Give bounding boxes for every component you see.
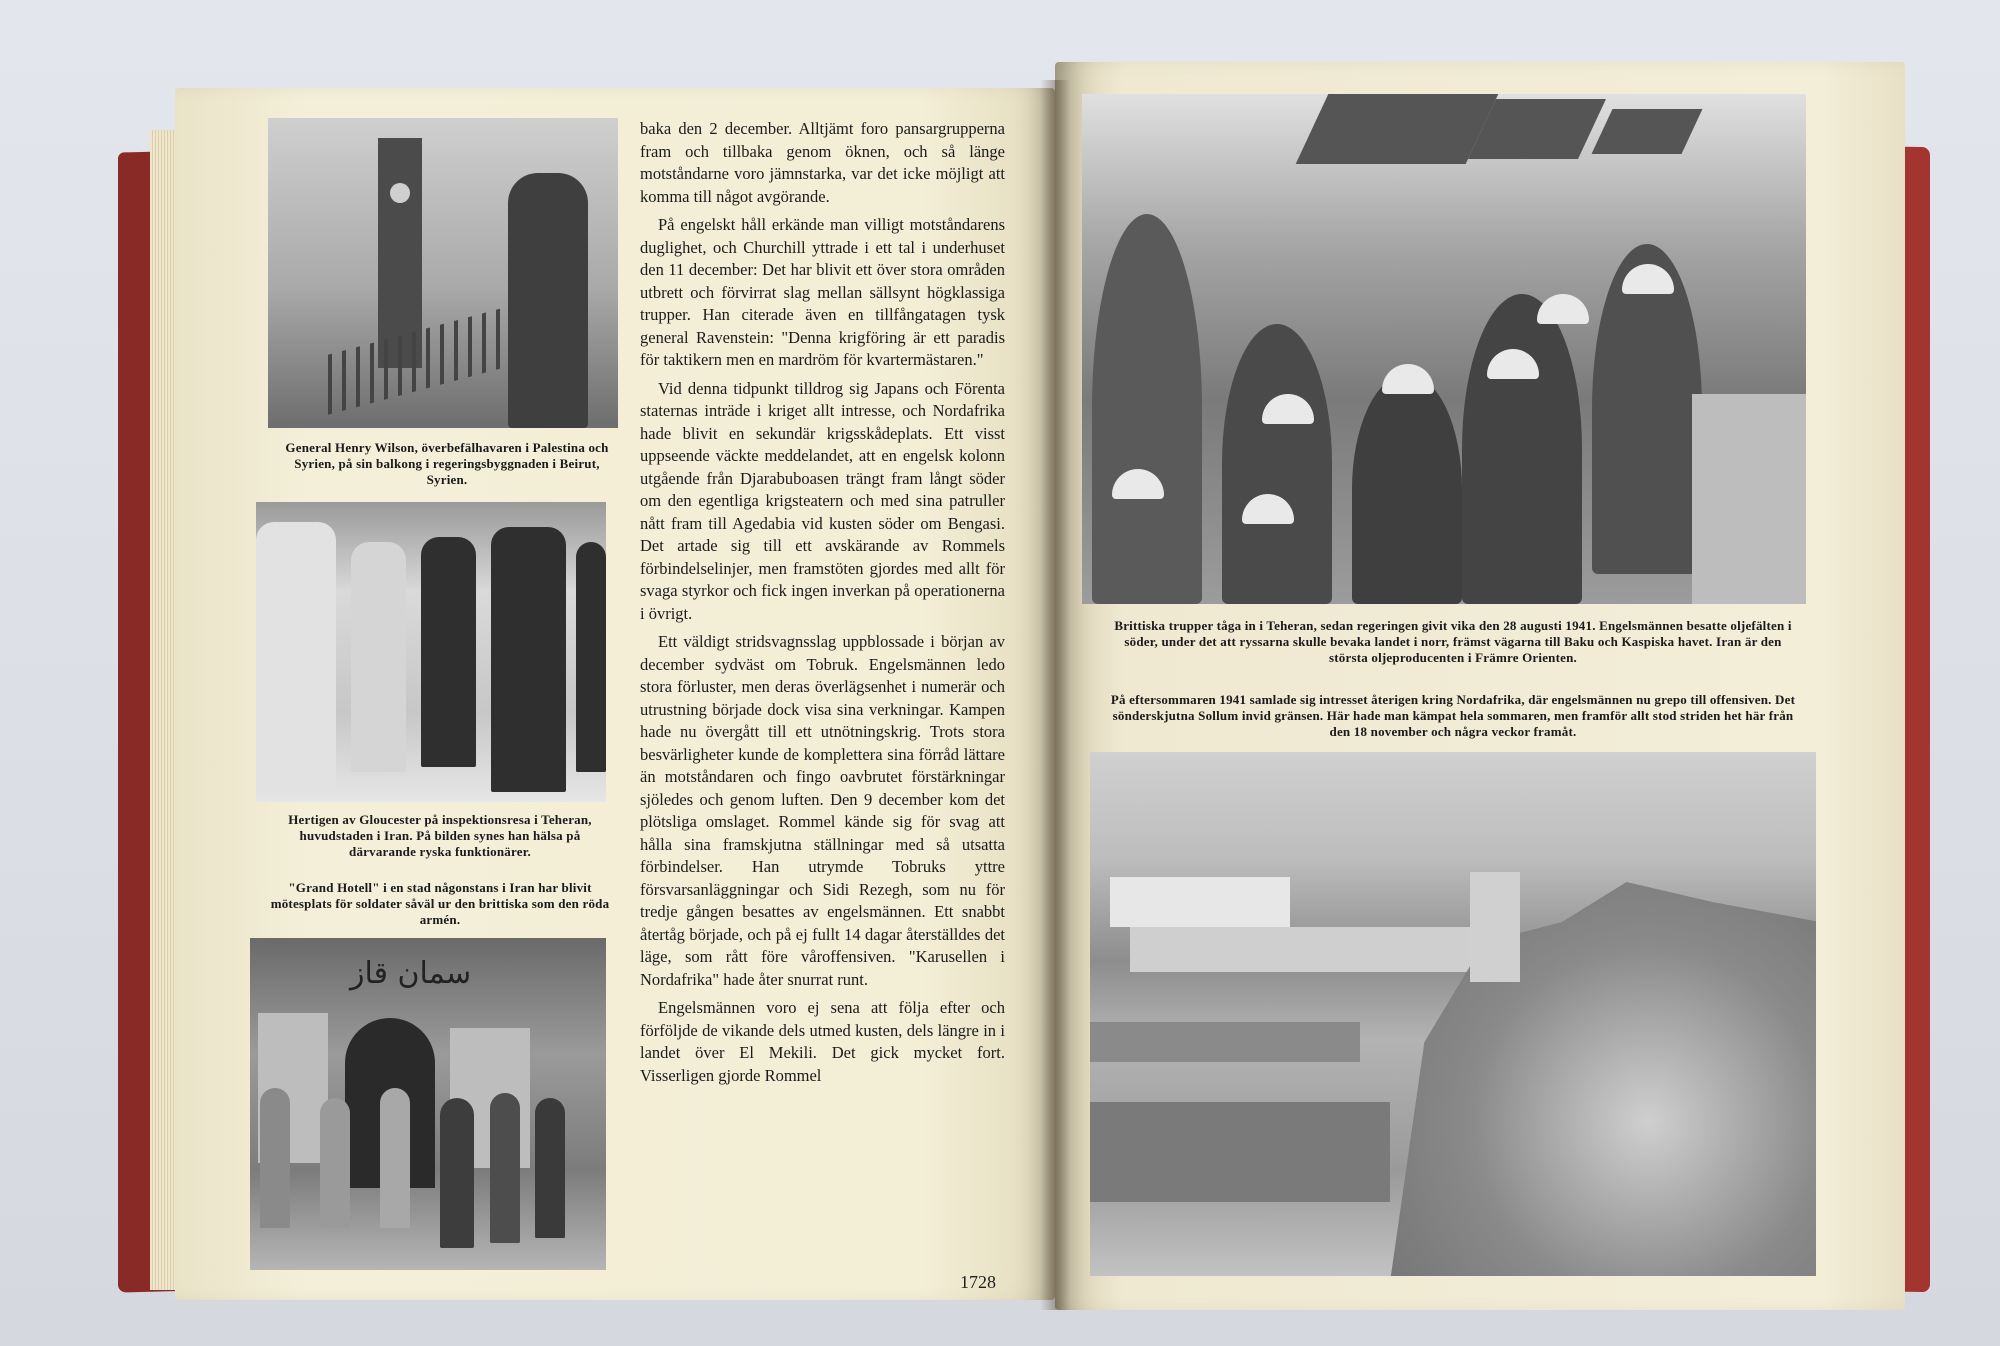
street-wall: [1692, 394, 1806, 604]
figure-officer: [351, 542, 406, 772]
soldier-2: [320, 1098, 350, 1228]
page-number: 1728: [960, 1272, 996, 1292]
body-paragraph: Engelsmännen voro ej sena att följa efter och förföljde de vikande dels utmed kusten, dels längre in i landet över El Mekili. Det gick mycket fort. Visserligen gjorde Rommel: [640, 998, 1005, 1085]
photo-duke-gloucester: [256, 502, 606, 802]
distant-building: [1110, 877, 1290, 927]
general-figure: [508, 173, 588, 428]
balcony-railing: [328, 301, 528, 415]
body-paragraph: baka den 2 december. Alltjämt foro pansargrupperna fram och tillbaka genom öknen, och så länge motståndarne voro jämnstarka, var det icke möjligt att komma till något avgörande.: [640, 119, 1005, 206]
soldier-1: [260, 1088, 290, 1228]
low-wall: [1090, 1102, 1390, 1202]
caption-gloucester: Hertigen av Gloucester på inspektionsresa i Teheran, huvudstaden i Iran. På bilden synes han hälsa på därvarande ryska funktionärer.: [288, 812, 592, 859]
caption-grand-hotell: "Grand Hotell" i en stad någonstans i Iran har blivit mötesplats för soldater såväl ur den brittiska som den röda armén.: [270, 880, 610, 927]
figure-dark-coat: [491, 527, 566, 792]
long-building: [1130, 927, 1490, 972]
figure-white-uniform: [256, 522, 336, 792]
stone-wall: [1090, 1022, 1360, 1062]
caption-sollum: På eftersommaren 1941 samlade sig intresset återigen kring Nordafrika, där engelsmännen nu grepo till offensiven. Det sönderskjutna Sollum invid gränsen. Här hade man kämpat hela sommaren, men framför allt stod striden het här från den 18 november och några veckor framåt.: [1110, 692, 1796, 739]
soldier-column-1: [1222, 324, 1332, 604]
bystanders: [1092, 214, 1202, 604]
soldier-3: [380, 1088, 410, 1228]
caption-wilson: General Henry Wilson, överbefälhavaren i Palestina och Syrien, på sin balkong i regeringsbyggnaden i Beirut, Syrien.: [285, 440, 609, 487]
hotel-sign: سمان قاز: [350, 956, 472, 991]
caption-teheran: Brittiska trupper tåga in i Teheran, sedan regeringen givit vika den 28 augusti 1941. Engelsmännen besatte oljefälten i söder, under det att ryssarna skulle bevaka landet i norr, främst vägarna till Baku och Kaspiska havet. Iran är den största oljeproducenten i Främre Orienten.: [1114, 618, 1792, 665]
photo-general-wilson: [268, 118, 618, 428]
clock-face: [390, 183, 410, 203]
figure-soviet-official: [421, 537, 476, 767]
awning-1: [1296, 94, 1499, 164]
photo-grand-hotell: [250, 938, 606, 1270]
body-paragraph: Vid denna tidpunkt tilldrog sig Japans och Förenta staternas inträde i kriget allt intresse, och Nordafrika hade blivit en sekundär krigsskådeplats. Ett visst uppseende väckte meddelandet, att en engelsk kolonn utgående från Djarabuboasen trängt fram långt söder om den egentliga krigsteatern och med sina patruller nått fram till Agedabia vid kusten söder om Bengasi. Det artade sig till ett avskärande av Rommels förbindelselinjer, men framstöten gjordes med allt för svaga styrkor och fick ingen inverkan på operationerna i övrigt.: [640, 378, 1005, 623]
body-paragraph: Ett väldigt stridsvagnsslag uppblossade i början av december sydväst om Tobruk. Engelsmännen ledo stora förluster, men deras överlägsenhet i numerär och utrustning började dock visa sina verkningar. Kampen hade nu övergått till ett utnötningskrig. Trots stora besvärligheter kunde de komplettera sina förråd lättare än motståndaren och fingo oavbrutet förstärkningar sjöledes och genom luften. Den 9 december kom det plötsliga omslaget. Rommel kände sig för svag att hålla sina framskjutna ställningar med så utsatta förbindelser. Han utrymde Tobruks yttre försvarsanläggningar och Sidi Rezegh, som nu för tredje gången besattes av engelsmännen. Ett snabbt återtåg började, och på ej fullt 14 dagar återställdes det läge, som rått före våroffensiven. "Karusellen i Nordafrika" hade åter snurrat runt.: [640, 632, 1005, 989]
awning-3: [1592, 109, 1703, 154]
soldier-column-2: [1352, 374, 1462, 604]
pith-helmet: [1382, 364, 1434, 394]
body-paragraph: På engelskt håll erkände man villigt motståndarens duglighet, och Churchill yttrade i ett tal i underhuset den 11 december: Det har blivit ett över stora områden utbrett och förvirrat slag mellan sällsynt högklassiga trupper. Han citerade även en tillfångatagen tysk general Ravenstein: "Denna krigföring är ett paradis för taktikern men en mardröm för kvartermästaren.": [640, 215, 1005, 369]
soldier-5: [490, 1093, 520, 1243]
left-page-body-text: [640, 118, 1005, 1093]
soldier-6: [535, 1098, 565, 1238]
pith-helmet: [1537, 294, 1589, 324]
broken-facade: [1470, 872, 1520, 982]
soldier-4: [440, 1098, 474, 1248]
soldier-column-3: [1462, 294, 1582, 604]
figure-edge: [576, 542, 606, 772]
book-gutter: [1040, 80, 1070, 1310]
photo-troops-teheran: [1082, 94, 1806, 604]
photo-sollum: [1090, 752, 1816, 1276]
